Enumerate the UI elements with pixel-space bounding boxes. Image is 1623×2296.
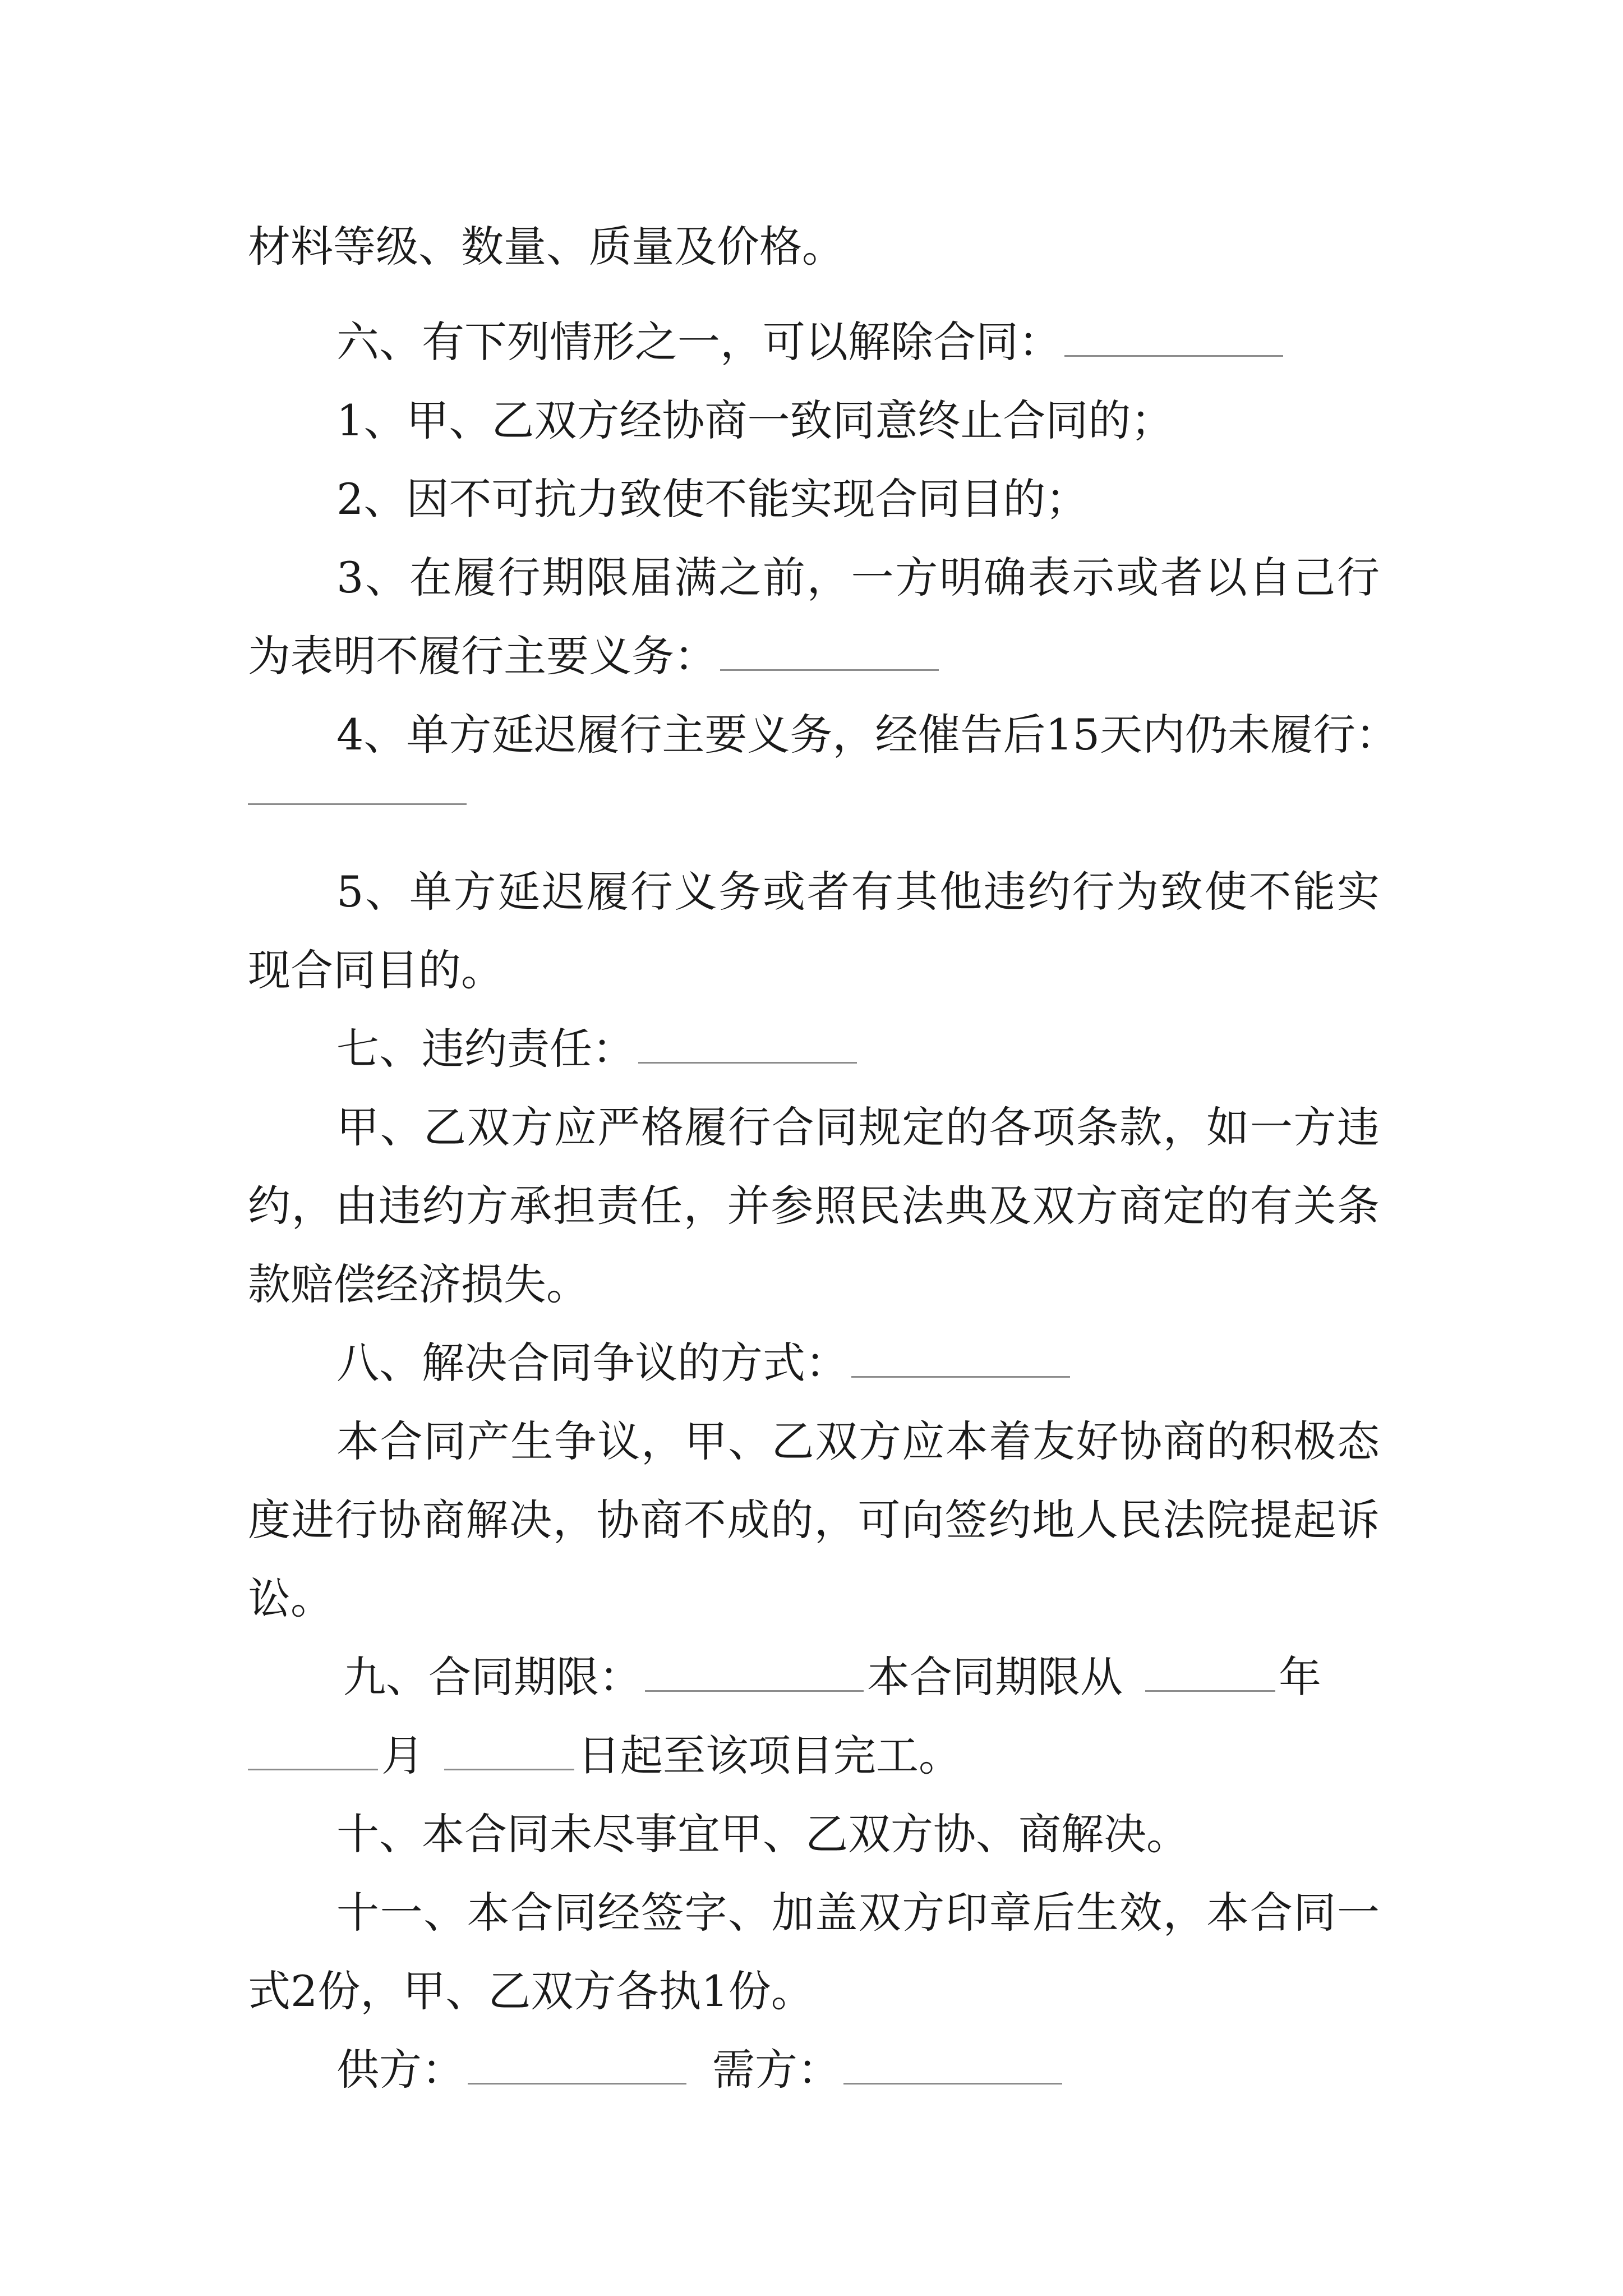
month-blank[interactable] [248, 1728, 378, 1770]
clause-6-heading [0, 314, 1623, 370]
text-line [0, 942, 1623, 999]
line-text: 八、解决合同争议的方式： [336, 1338, 848, 1388]
list-item [0, 393, 1623, 449]
line-text: 4、单方延迟履行主要义务，经催告后15天内仍未履行： [336, 710, 1399, 760]
line-text: 1、甲、乙双方经协商一致同意终止合同的； [336, 395, 1174, 445]
fill-in-blank[interactable] [851, 1336, 1070, 1378]
line-text: 为表明不履行主要义务： [248, 631, 717, 681]
year-blank[interactable] [1145, 1650, 1275, 1692]
line-text: 十一、本合同经签字、加盖双方印章后生效，本合同一 [336, 1888, 1380, 1938]
paragraph-line [336, 1099, 1380, 1156]
clause-9-line [0, 1728, 1623, 1784]
clause-8-heading [0, 1335, 1623, 1391]
list-item [0, 471, 1623, 527]
line-text: 甲、乙双方应严格履行合同规定的各项条款，如一方违 [336, 1102, 1380, 1152]
fill-in-blank[interactable] [638, 1022, 857, 1064]
line-text: 七、违约责任： [336, 1024, 635, 1074]
supplier-label: 供方： [336, 2045, 464, 2095]
clause-10-line [0, 1806, 1623, 1862]
fill-in-blank[interactable] [1064, 315, 1283, 357]
paragraph-line [248, 1492, 1380, 1548]
paragraph-line [0, 1963, 1623, 2019]
line-text: 本合同期限从 [867, 1652, 1123, 1702]
fill-in-blank[interactable] [248, 803, 467, 805]
supplier-signature-blank[interactable] [468, 2042, 686, 2085]
line-text: 本合同产生争议，甲、乙双方应本着友好协商的积极态 [336, 1416, 1380, 1466]
list-item [336, 707, 1399, 763]
line-text: 讼。 [248, 1573, 333, 1623]
line-text: 款赔偿经济损失。 [248, 1259, 589, 1309]
line-text: 度进行协商解决，协商不成的，可向签约地人民法院提起诉 [248, 1495, 1380, 1545]
line-text: 5、单方延迟履行义务或者有其他违约行为致使不能实 [336, 867, 1380, 917]
line-text: 约，由违约方承担责任，并参照民法典及双方商定的有关条 [248, 1181, 1380, 1231]
clause-7-heading [0, 1021, 1623, 1077]
line-text: 2、因不可抗力致使不能实现合同目的； [336, 474, 1089, 524]
line-text: 六、有下列情形之一，可以解除合同： [336, 317, 1061, 367]
clause-9-line [0, 1649, 1623, 1705]
text-line [0, 628, 1623, 684]
buyer-signature-blank[interactable] [843, 2042, 1062, 2085]
list-item [336, 550, 1380, 606]
clause-11-line [336, 1885, 1380, 1941]
fill-in-blank[interactable] [645, 1650, 864, 1692]
line-text: 月 [381, 1731, 424, 1780]
line-text: 材料等级、数量、质量及价格。 [248, 222, 845, 272]
line-text: 3、在履行期限届满之前，一方明确表示或者以自己行 [336, 553, 1380, 602]
paragraph-line [336, 1414, 1380, 1470]
paragraph-line [248, 1178, 1380, 1234]
line-text: 九、合同期限： [343, 1652, 642, 1702]
buyer-label: 需方： [712, 2045, 840, 2095]
paragraph-line [0, 1571, 1623, 1627]
list-item [336, 864, 1380, 920]
line-text: 日起至该项目完工。 [578, 1731, 961, 1780]
signature-line [0, 2042, 1623, 2098]
paragraph-line [0, 1257, 1623, 1313]
line-text: 现合同目的。 [248, 945, 504, 995]
line-text: 式2份，甲、乙双方各执1份。 [248, 1966, 814, 2016]
text-line [0, 219, 1623, 275]
line-text: 十、本合同未尽事宜甲、乙双方协、商解决。 [336, 1809, 1189, 1859]
day-blank[interactable] [444, 1728, 574, 1770]
line-text: 年 [1279, 1652, 1321, 1702]
fill-in-blank[interactable] [720, 629, 939, 671]
